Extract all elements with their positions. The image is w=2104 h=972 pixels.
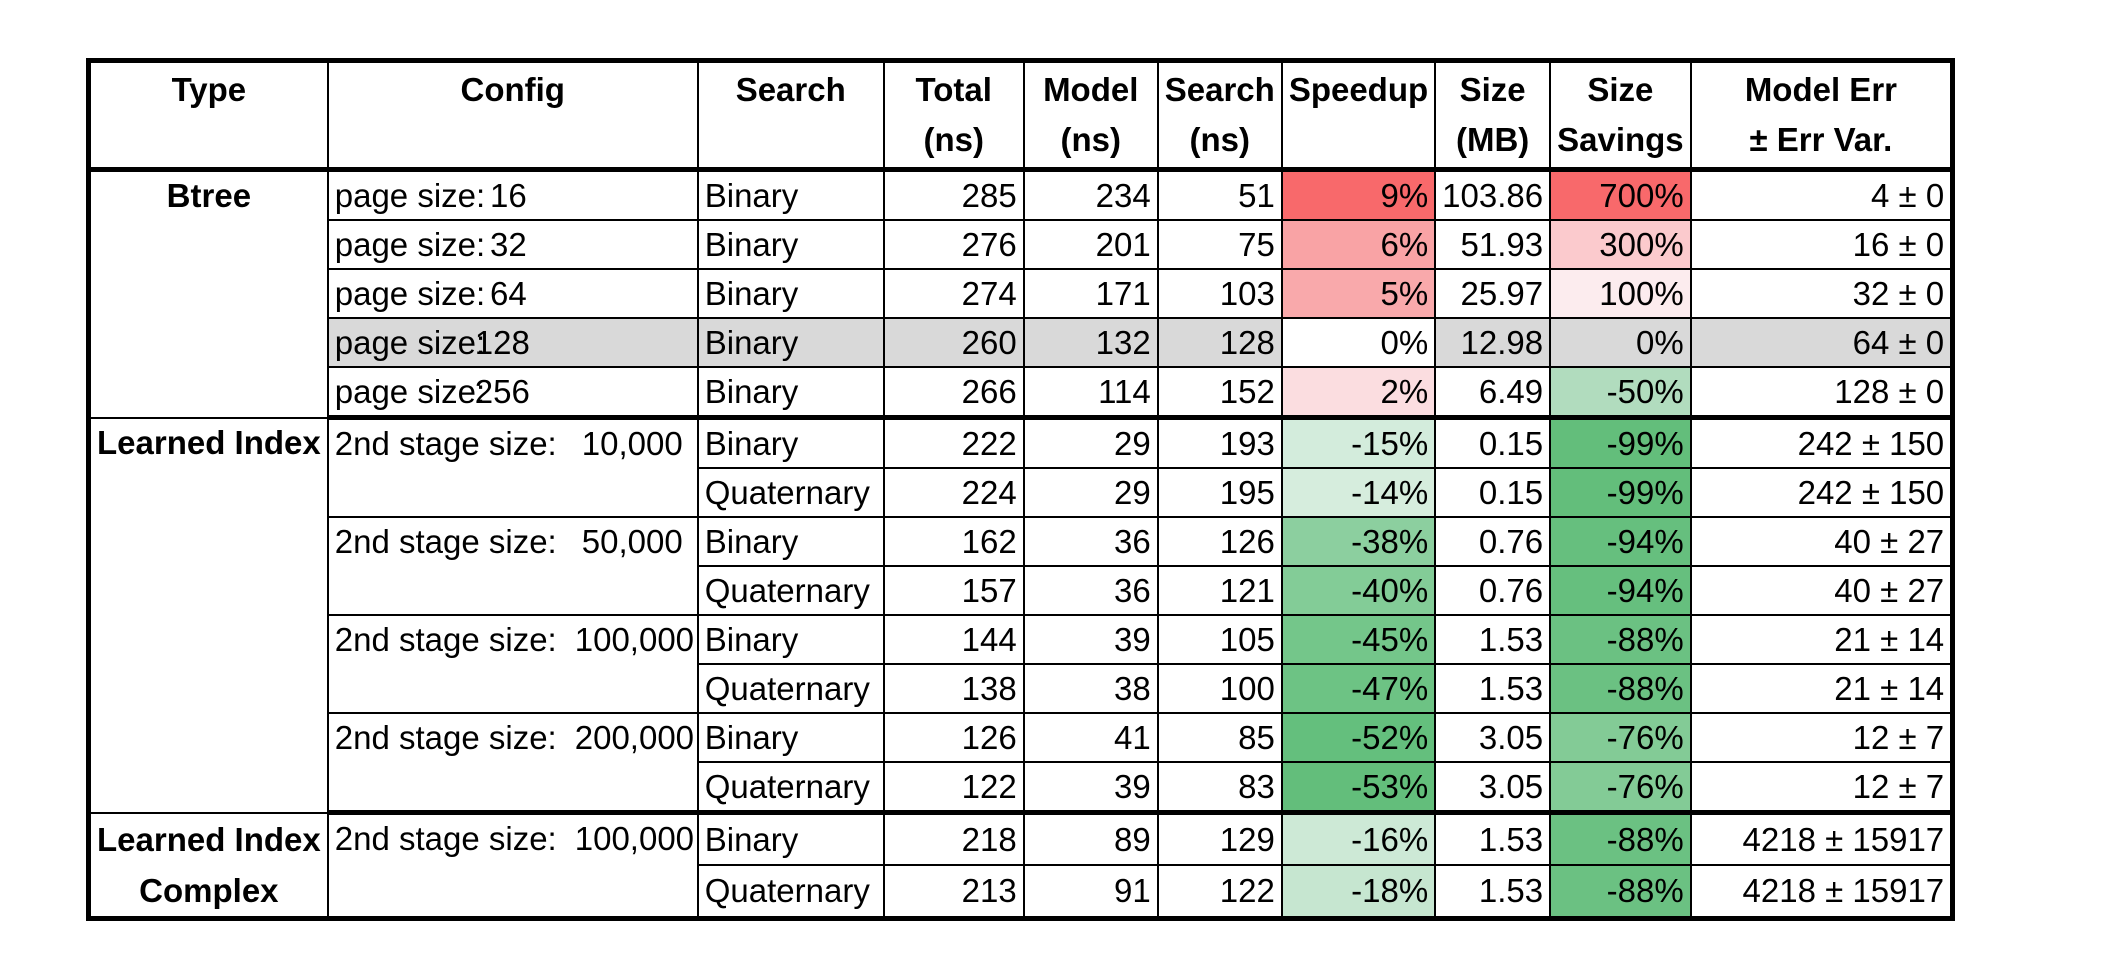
search-cell: Binary [698,418,884,469]
size-cell: 12.98 [1435,318,1550,367]
search-ns-cell: 105 [1158,615,1282,664]
size-cell: 51.93 [1435,220,1550,269]
search-ns-cell: 152 [1158,367,1282,418]
config-cell: page size: 64 [328,269,698,318]
total-cell: 274 [884,269,1024,318]
model-cell: 36 [1024,566,1158,615]
savings-cell: 100% [1550,269,1691,318]
config-cell: 2nd stage size: 10,000 [328,418,698,518]
model-cell: 89 [1024,813,1158,866]
header-speedup: Speedup [1282,61,1435,170]
savings-cell: -99% [1550,468,1691,517]
header-size-savings: Size Savings [1550,61,1691,170]
header-row [89,61,1953,170]
model-cell: 38 [1024,664,1158,713]
header-search-ns: Search (ns) [1158,61,1282,170]
savings-cell: -76% [1550,762,1691,813]
savings-cell: -94% [1550,566,1691,615]
results-table-container [86,58,1955,921]
table-row [89,170,1953,221]
err-cell: 12 ± 7 [1691,762,1953,813]
speedup-cell: -15% [1282,418,1435,469]
model-cell: 41 [1024,713,1158,762]
err-cell: 40 ± 27 [1691,566,1953,615]
table-row [89,517,1953,566]
search-cell: Binary [698,517,884,566]
search-ns-cell: 83 [1158,762,1282,813]
speedup-cell: -18% [1282,865,1435,918]
size-cell: 0.76 [1435,566,1550,615]
savings-cell: -94% [1550,517,1691,566]
err-cell: 16 ± 0 [1691,220,1953,269]
search-cell: Quaternary [698,566,884,615]
speedup-cell: 9% [1282,170,1435,221]
benchmark-table [86,58,1955,921]
model-cell: 39 [1024,615,1158,664]
size-cell: 6.49 [1435,367,1550,418]
speedup-cell: -40% [1282,566,1435,615]
search-cell: Binary [698,615,884,664]
speedup-cell: -38% [1282,517,1435,566]
size-cell: 25.97 [1435,269,1550,318]
search-ns-cell: 126 [1158,517,1282,566]
table-row [89,220,1953,269]
savings-cell: -88% [1550,615,1691,664]
err-cell: 242 ± 150 [1691,468,1953,517]
total-cell: 218 [884,813,1024,866]
size-cell: 3.05 [1435,762,1550,813]
table-row [89,418,1953,469]
config-cell: page size: 32 [328,220,698,269]
err-cell: 64 ± 0 [1691,318,1953,367]
err-cell: 4218 ± 15917 [1691,865,1953,918]
total-cell: 285 [884,170,1024,221]
total-cell: 276 [884,220,1024,269]
savings-cell: -99% [1550,418,1691,469]
size-cell: 103.86 [1435,170,1550,221]
total-cell: 224 [884,468,1024,517]
config-cell: 2nd stage size: 100,000 [328,615,698,713]
search-cell: Quaternary [698,865,884,918]
search-ns-cell: 122 [1158,865,1282,918]
search-cell: Quaternary [698,762,884,813]
size-cell: 0.76 [1435,517,1550,566]
size-cell: 3.05 [1435,713,1550,762]
size-cell: 1.53 [1435,865,1550,918]
savings-cell: -76% [1550,713,1691,762]
total-cell: 213 [884,865,1024,918]
speedup-cell: -52% [1282,713,1435,762]
config-cell: 2nd stage size: 50,000 [328,517,698,615]
savings-cell: 700% [1550,170,1691,221]
total-cell: 144 [884,615,1024,664]
table-row [89,269,1953,318]
type-cell-learned-index: Learned Index [89,418,328,813]
size-cell: 1.53 [1435,664,1550,713]
savings-cell: -88% [1550,664,1691,713]
table-row-baseline [89,318,1953,367]
type-cell-learned-index-complex: Learned Index Complex [89,813,328,919]
err-cell: 21 ± 14 [1691,664,1953,713]
config-cell: 2nd stage size: 100,000 [328,813,698,919]
search-cell: Binary [698,170,884,221]
size-cell: 1.53 [1435,813,1550,866]
speedup-cell: -16% [1282,813,1435,866]
speedup-cell: 5% [1282,269,1435,318]
table-row [89,713,1953,762]
total-cell: 266 [884,367,1024,418]
err-cell: 4218 ± 15917 [1691,813,1953,866]
model-cell: 171 [1024,269,1158,318]
header-size: Size (MB) [1435,61,1550,170]
err-cell: 32 ± 0 [1691,269,1953,318]
config-cell: page size:256 [328,367,698,418]
savings-cell: 0% [1550,318,1691,367]
header-type: Type [89,61,328,170]
err-cell: 242 ± 150 [1691,418,1953,469]
search-ns-cell: 195 [1158,468,1282,517]
search-cell: Binary [698,813,884,866]
total-cell: 138 [884,664,1024,713]
total-cell: 126 [884,713,1024,762]
speedup-cell: -45% [1282,615,1435,664]
model-cell: 36 [1024,517,1158,566]
err-cell: 4 ± 0 [1691,170,1953,221]
table-row [89,615,1953,664]
model-cell: 29 [1024,468,1158,517]
savings-cell: -88% [1550,813,1691,866]
search-cell: Binary [698,713,884,762]
header-model-err: Model Err ± Err Var. [1691,61,1953,170]
model-cell: 39 [1024,762,1158,813]
speedup-cell: -14% [1282,468,1435,517]
search-ns-cell: 103 [1158,269,1282,318]
speedup-cell: 2% [1282,367,1435,418]
size-cell: 1.53 [1435,615,1550,664]
header-config: Config [328,61,698,170]
search-ns-cell: 121 [1158,566,1282,615]
total-cell: 157 [884,566,1024,615]
search-ns-cell: 51 [1158,170,1282,221]
speedup-cell: 6% [1282,220,1435,269]
savings-cell: -50% [1550,367,1691,418]
size-cell: 0.15 [1435,418,1550,469]
search-ns-cell: 85 [1158,713,1282,762]
model-cell: 91 [1024,865,1158,918]
err-cell: 128 ± 0 [1691,367,1953,418]
search-cell: Binary [698,269,884,318]
header-search: Search [698,61,884,170]
config-cell: 2nd stage size: 200,000 [328,713,698,813]
total-cell: 260 [884,318,1024,367]
size-cell: 0.15 [1435,468,1550,517]
search-cell: Quaternary [698,664,884,713]
total-cell: 222 [884,418,1024,469]
savings-cell: -88% [1550,865,1691,918]
speedup-cell: -53% [1282,762,1435,813]
search-ns-cell: 100 [1158,664,1282,713]
total-cell: 162 [884,517,1024,566]
config-cell: page size: 16 [328,170,698,221]
err-cell: 21 ± 14 [1691,615,1953,664]
model-cell: 29 [1024,418,1158,469]
search-cell: Binary [698,367,884,418]
search-ns-cell: 129 [1158,813,1282,866]
search-cell: Binary [698,318,884,367]
table-row [89,367,1953,418]
header-model: Model (ns) [1024,61,1158,170]
search-ns-cell: 128 [1158,318,1282,367]
model-cell: 114 [1024,367,1158,418]
model-cell: 132 [1024,318,1158,367]
total-cell: 122 [884,762,1024,813]
speedup-cell: -47% [1282,664,1435,713]
type-cell-btree: Btree [89,170,328,418]
search-cell: Binary [698,220,884,269]
config-cell: page size:128 [328,318,698,367]
search-ns-cell: 193 [1158,418,1282,469]
savings-cell: 300% [1550,220,1691,269]
header-total: Total (ns) [884,61,1024,170]
model-cell: 234 [1024,170,1158,221]
speedup-cell: 0% [1282,318,1435,367]
err-cell: 40 ± 27 [1691,517,1953,566]
search-cell: Quaternary [698,468,884,517]
table-row [89,813,1953,866]
err-cell: 12 ± 7 [1691,713,1953,762]
model-cell: 201 [1024,220,1158,269]
search-ns-cell: 75 [1158,220,1282,269]
